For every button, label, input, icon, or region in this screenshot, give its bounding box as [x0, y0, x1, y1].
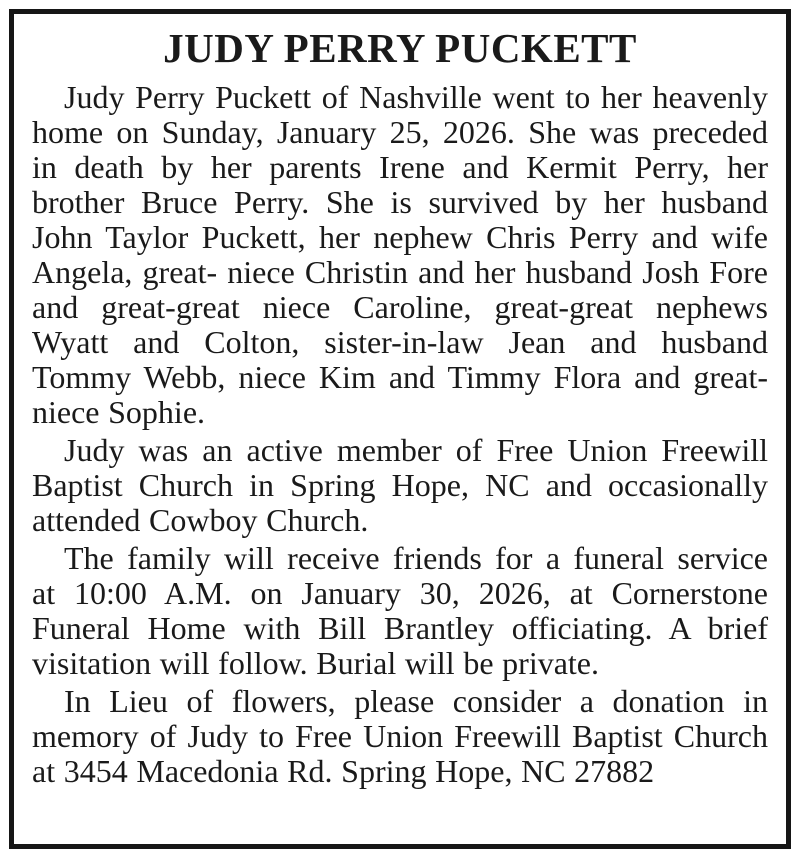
- obituary-line: John Taylor Puckett, her nephew Chris Perry and wife: [32, 219, 768, 255]
- obituary-line: Judy Perry Puckett of Nashville went to her heavenly: [64, 79, 768, 115]
- obituary-line: Funeral Home with Bill Brantley officiating. A brief: [32, 610, 768, 646]
- obituary-line: The family will receive friends for a funeral service: [64, 540, 768, 576]
- obituary-paragraph: [32, 684, 768, 789]
- obituary-line: Wyatt and Colton, sister-in-law Jean and husband: [32, 324, 768, 360]
- obituary-line: memory of Judy to Free Union Freewill Baptist Church: [32, 718, 768, 754]
- obituary-line: in death by her parents Irene and Kermit Perry, her: [32, 149, 768, 185]
- obituary-line: attended Cowboy Church.: [32, 502, 369, 538]
- obituary-line: visitation will follow. Burial will be private.: [32, 645, 600, 681]
- obituary-title: JUDY PERRY PUCKETT: [163, 25, 637, 71]
- obituary-notice: [9, 9, 791, 849]
- obituary-paragraph: [32, 541, 768, 681]
- obituary-line: Baptist Church in Spring Hope, NC and occasionally: [32, 467, 768, 503]
- obituary-paragraph: [32, 80, 768, 430]
- obituary-line: brother Bruce Perry. She is survived by her husband: [32, 184, 768, 220]
- obituary-line: niece Sophie.: [32, 394, 206, 430]
- obituary-line: Angela, great- niece Christin and her husband Josh Fore: [32, 254, 768, 290]
- obituary-line: Tommy Webb, niece Kim and Timmy Flora and great-: [32, 359, 768, 395]
- obituary-line: and great-great niece Caroline, great-great nephews: [32, 289, 768, 325]
- obituary-line: Judy was an active member of Free Union Freewill: [64, 432, 768, 468]
- obituary-line: at 3454 Macedonia Rd. Spring Hope, NC 27882: [32, 753, 655, 789]
- obituary-line: at 10:00 A.M. on January 30, 2026, at Cornerstone: [32, 575, 768, 611]
- obituary-line: In Lieu of flowers, please consider a donation in: [64, 683, 768, 719]
- obituary-line: home on Sunday, January 25, 2026. She was preceded: [32, 114, 768, 150]
- obituary-paragraph: [32, 433, 768, 538]
